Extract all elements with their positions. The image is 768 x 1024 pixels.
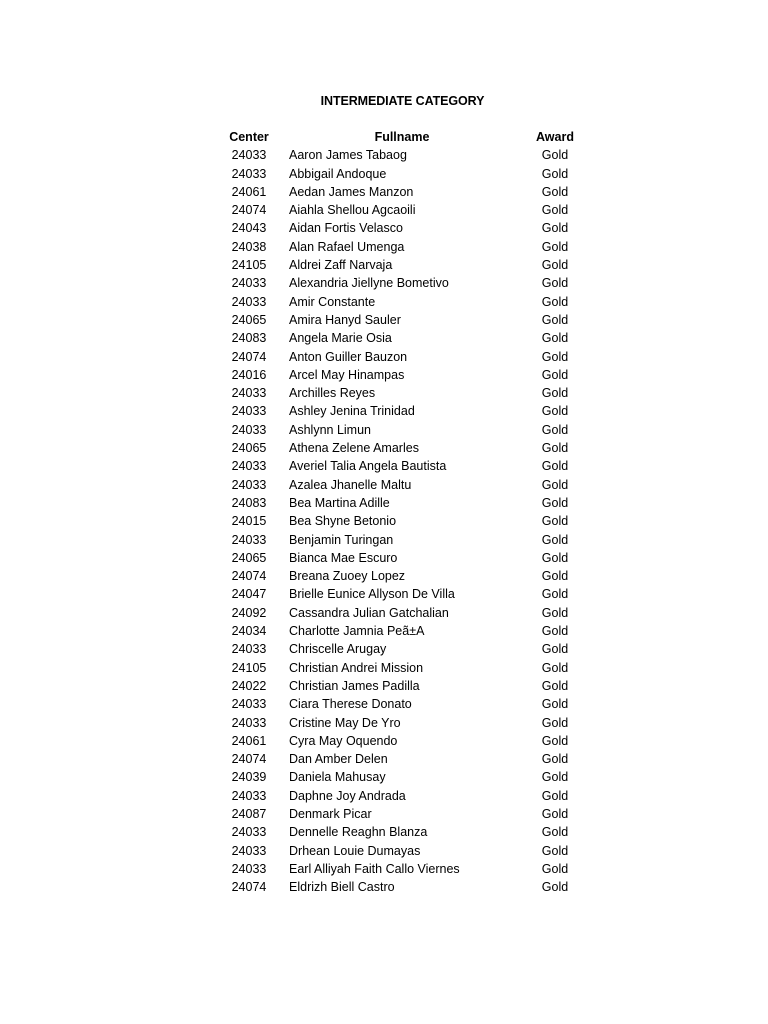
table-row: [225, 823, 585, 841]
table-row: [225, 329, 585, 347]
fullname-cell: Chriscelle Arugay: [289, 642, 387, 657]
center-cell: 24033: [231, 843, 267, 858]
table-row: [225, 256, 585, 274]
table-row: [225, 714, 585, 732]
table-row: [225, 384, 585, 402]
award-cell: Gold: [541, 166, 569, 181]
award-cell: Gold: [541, 422, 569, 437]
fullname-cell: Ashley Jenina Trinidad: [289, 404, 415, 419]
award-cell: Gold: [541, 660, 569, 675]
fullname-cell: Christian Andrei Mission: [289, 660, 424, 675]
header-fullname: Fullname: [374, 130, 430, 144]
center-cell: 24092: [231, 605, 267, 620]
table-row: [225, 531, 585, 549]
award-cell: Gold: [541, 880, 569, 895]
center-cell: 24039: [231, 770, 267, 785]
fullname-cell: Drhean Louie Dumayas: [289, 843, 421, 858]
center-cell: 24033: [231, 861, 267, 876]
table-row: [225, 457, 585, 475]
center-cell: 24105: [231, 258, 267, 273]
table-row: [225, 622, 585, 640]
fullname-cell: Athena Zelene Amarles: [289, 441, 419, 456]
award-cell: Gold: [541, 477, 569, 492]
award-cell: Gold: [541, 532, 569, 547]
award-cell: Gold: [541, 752, 569, 767]
table-row: [225, 165, 585, 183]
fullname-cell: Cyra May Oquendo: [289, 733, 398, 748]
table-row: [225, 805, 585, 823]
table-row: [225, 311, 585, 329]
table-row: [225, 402, 585, 420]
center-cell: 24061: [231, 733, 267, 748]
fullname-cell: Earl Alliyah Faith Callo Viernes: [289, 861, 460, 876]
table-row: [225, 695, 585, 713]
fullname-cell: Aidan Fortis Velasco: [289, 221, 403, 236]
award-cell: Gold: [541, 733, 569, 748]
table-row: [225, 183, 585, 201]
center-cell: 24033: [231, 715, 267, 730]
award-cell: Gold: [541, 514, 569, 529]
fullname-cell: Azalea Jhanelle Maltu: [289, 477, 412, 492]
award-cell: Gold: [541, 843, 569, 858]
center-cell: 24033: [231, 697, 267, 712]
fullname-cell: Aiahla Shellou Agcaoili: [289, 203, 416, 218]
fullname-cell: Bianca Mae Escuro: [289, 550, 398, 565]
fullname-cell: Aedan James Manzon: [289, 184, 414, 199]
center-cell: 24074: [231, 203, 267, 218]
fullname-cell: Breana Zuoey Lopez: [289, 569, 406, 584]
center-cell: 24105: [231, 660, 267, 675]
center-cell: 24065: [231, 441, 267, 456]
award-cell: Gold: [541, 825, 569, 840]
award-cell: Gold: [541, 148, 569, 163]
fullname-cell: Aaron James Tabaog: [289, 148, 407, 163]
center-cell: 24074: [231, 752, 267, 767]
award-cell: Gold: [541, 697, 569, 712]
center-cell: 24074: [231, 349, 267, 364]
page-title: INTERMEDIATE CATEGORY: [320, 94, 485, 108]
header-center: Center: [229, 130, 269, 144]
fullname-cell: Anton Guiller Bauzon: [289, 349, 408, 364]
center-cell: 24022: [231, 678, 267, 693]
center-cell: 24065: [231, 550, 267, 565]
table-row: [225, 567, 585, 585]
table-row: [225, 439, 585, 457]
center-cell: 24034: [231, 624, 267, 639]
fullname-cell: Eldrizh Biell Castro: [289, 880, 395, 895]
table-row: [225, 860, 585, 878]
award-cell: Gold: [541, 404, 569, 419]
table-row: [225, 274, 585, 292]
center-cell: 24033: [231, 825, 267, 840]
fullname-cell: Archilles Reyes: [289, 386, 376, 401]
fullname-cell: Ashlynn Limun: [289, 422, 371, 437]
table-row: [225, 494, 585, 512]
table-row: [225, 512, 585, 530]
fullname-cell: Christian James Padilla: [289, 678, 420, 693]
table-row: [225, 238, 585, 256]
award-cell: Gold: [541, 312, 569, 327]
center-cell: 24033: [231, 642, 267, 657]
table-row: [225, 677, 585, 695]
table-row: [225, 659, 585, 677]
award-cell: Gold: [541, 349, 569, 364]
table-row: [225, 878, 585, 896]
fullname-cell: Alexandria Jiellyne Bometivo: [289, 276, 449, 291]
center-cell: 24033: [231, 459, 267, 474]
center-cell: 24065: [231, 312, 267, 327]
table-row: [225, 640, 585, 658]
award-cell: Gold: [541, 441, 569, 456]
fullname-cell: Daniela Mahusay: [289, 770, 386, 785]
fullname-cell: Alan Rafael Umenga: [289, 239, 405, 254]
center-cell: 24043: [231, 221, 267, 236]
center-cell: 24033: [231, 788, 267, 803]
fullname-cell: Abbigail Andoque: [289, 166, 387, 181]
fullname-cell: Amir Constante: [289, 294, 376, 309]
table-row: [225, 604, 585, 622]
fullname-cell: Angela Marie Osia: [289, 331, 392, 346]
center-cell: 24074: [231, 569, 267, 584]
award-cell: Gold: [541, 203, 569, 218]
center-cell: 24033: [231, 166, 267, 181]
center-cell: 24083: [231, 495, 267, 510]
award-cell: Gold: [541, 605, 569, 620]
award-cell: Gold: [541, 587, 569, 602]
table-row: [225, 366, 585, 384]
award-cell: Gold: [541, 239, 569, 254]
award-cell: Gold: [541, 495, 569, 510]
award-cell: Gold: [541, 624, 569, 639]
fullname-cell: Daphne Joy Andrada: [289, 788, 406, 803]
award-cell: Gold: [541, 294, 569, 309]
fullname-cell: Ciara Therese Donato: [289, 697, 412, 712]
fullname-cell: Dennelle Reaghn Blanza: [289, 825, 428, 840]
header-award: Award: [536, 130, 574, 144]
table-row: [225, 476, 585, 494]
table-row: [225, 201, 585, 219]
table-row: [225, 585, 585, 603]
fullname-cell: Benjamin Turingan: [289, 532, 394, 547]
award-cell: Gold: [541, 184, 569, 199]
award-cell: Gold: [541, 258, 569, 273]
award-cell: Gold: [541, 331, 569, 346]
award-cell: Gold: [541, 770, 569, 785]
center-cell: 24033: [231, 404, 267, 419]
center-cell: 24087: [231, 806, 267, 821]
award-cell: Gold: [541, 276, 569, 291]
center-cell: 24033: [231, 386, 267, 401]
award-cell: Gold: [541, 788, 569, 803]
fullname-cell: Bea Shyne Betonio: [289, 514, 397, 529]
center-cell: 24083: [231, 331, 267, 346]
fullname-cell: Dan Amber Delen: [289, 752, 388, 767]
award-cell: Gold: [541, 861, 569, 876]
award-cell: Gold: [541, 715, 569, 730]
fullname-cell: Charlotte Jamnia Peã±A: [289, 624, 425, 639]
center-cell: 24047: [231, 587, 267, 602]
center-cell: 24033: [231, 276, 267, 291]
center-cell: 24016: [231, 367, 267, 382]
center-cell: 24033: [231, 294, 267, 309]
award-cell: Gold: [541, 569, 569, 584]
center-cell: 24015: [231, 514, 267, 529]
center-cell: 24033: [231, 532, 267, 547]
table-row: [225, 750, 585, 768]
award-cell: Gold: [541, 550, 569, 565]
center-cell: 24074: [231, 880, 267, 895]
award-cell: Gold: [541, 221, 569, 236]
center-cell: 24061: [231, 184, 267, 199]
fullname-cell: Averiel Talia Angela Bautista: [289, 459, 447, 474]
table-row: [225, 787, 585, 805]
table-row: [225, 421, 585, 439]
results-table: [225, 128, 585, 896]
table-row: [225, 768, 585, 786]
table-row: [225, 348, 585, 366]
table-header: [225, 128, 585, 146]
fullname-cell: Arcel May Hinampas: [289, 367, 405, 382]
table-row: [225, 549, 585, 567]
award-cell: Gold: [541, 459, 569, 474]
table-row: [225, 732, 585, 750]
award-cell: Gold: [541, 386, 569, 401]
fullname-cell: Denmark Picar: [289, 806, 372, 821]
fullname-cell: Bea Martina Adille: [289, 495, 390, 510]
table-row: [225, 293, 585, 311]
fullname-cell: Cassandra Julian Gatchalian: [289, 605, 449, 620]
fullname-cell: Brielle Eunice Allyson De Villa: [289, 587, 455, 602]
table-body: [225, 146, 585, 896]
fullname-cell: Aldrei Zaff Narvaja: [289, 258, 393, 273]
award-cell: Gold: [541, 678, 569, 693]
table-row: [225, 146, 585, 164]
award-cell: Gold: [541, 642, 569, 657]
table-row: [225, 842, 585, 860]
fullname-cell: Cristine May De Yro: [289, 715, 401, 730]
center-cell: 24033: [231, 477, 267, 492]
award-cell: Gold: [541, 367, 569, 382]
center-cell: 24033: [231, 422, 267, 437]
award-cell: Gold: [541, 806, 569, 821]
fullname-cell: Amira Hanyd Sauler: [289, 312, 401, 327]
table-row: [225, 219, 585, 237]
center-cell: 24038: [231, 239, 267, 254]
center-cell: 24033: [231, 148, 267, 163]
